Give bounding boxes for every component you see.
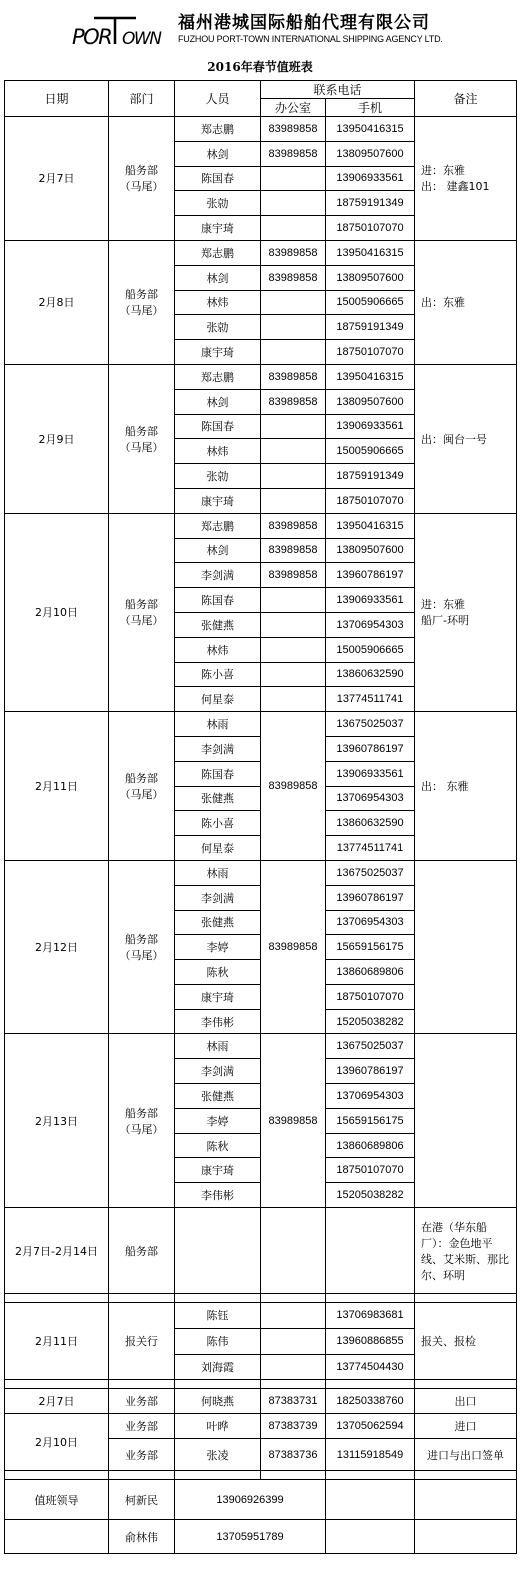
mobile-phone-cell: 13115918549: [326, 1439, 415, 1471]
mobile-phone-cell: 18250338760: [326, 1389, 415, 1414]
dept-cell: 船务部 （马尾）: [109, 117, 175, 241]
office-phone-cell: [261, 588, 326, 613]
empty-cell: [326, 1380, 415, 1389]
person-cell: 陈秋: [175, 960, 261, 985]
mobile-phone-cell: 13706954303: [326, 910, 415, 935]
person-cell: 陈小喜: [175, 662, 261, 687]
mobile-phone-cell: 18759191349: [326, 464, 415, 489]
person-cell: 李婷: [175, 935, 261, 960]
separator-row: [5, 1294, 517, 1303]
office-phone-cell: [261, 191, 326, 216]
office-phone-cell: 83989858: [261, 240, 326, 265]
leader-phone-cell: 13906926399: [175, 1480, 326, 1520]
office-phone-cell: [261, 612, 326, 637]
office-phone-cell: [261, 414, 326, 439]
svg-text:POR: POR: [72, 25, 112, 48]
table-row: [5, 712, 517, 737]
duty-roster-table: [4, 80, 517, 1554]
mobile-phone-cell: 13706954303: [326, 1084, 415, 1109]
empty-cell: [109, 1380, 175, 1389]
person-cell: 张健燕: [175, 910, 261, 935]
office-phone-cell: [261, 662, 326, 687]
mobile-phone-cell: 13960886855: [326, 1328, 415, 1354]
remark-cell: [415, 860, 517, 1034]
person-cell: 何晓燕: [175, 1389, 261, 1414]
date-cell: 2月10日: [5, 1414, 109, 1471]
person-cell: 陈国春: [175, 761, 261, 786]
empty-cell: [175, 1380, 261, 1389]
mobile-phone-cell: 15005906665: [326, 439, 415, 464]
mobile-phone-cell: 13860689806: [326, 1133, 415, 1158]
dept-cell: 船务部: [109, 1208, 175, 1294]
person-cell: 林剑: [175, 141, 261, 166]
remark-cell: 进：东雅 船厂-环明: [415, 513, 517, 711]
mobile-phone-cell: 13809507600: [326, 141, 415, 166]
dept-cell: 业务部: [109, 1414, 175, 1439]
date-cell: 2月11日: [5, 712, 109, 861]
date-cell: 2月12日: [5, 860, 109, 1034]
table-row: [5, 513, 517, 538]
person-cell: 郑志鹏: [175, 364, 261, 389]
person-cell: 康宇琦: [175, 984, 261, 1009]
empty-cell: [5, 1294, 109, 1303]
office-phone-cell: 87383739: [261, 1414, 326, 1439]
person-cell: 陈秋: [175, 1133, 261, 1158]
mobile-phone-cell: 13706954303: [326, 612, 415, 637]
remark-cell: 出：东雅: [415, 240, 517, 364]
mobile-phone-cell: 13860632590: [326, 811, 415, 836]
mobile-phone-cell: 13706954303: [326, 786, 415, 811]
office-phone-cell: [261, 687, 326, 712]
dept-cell: 船务部 （马尾）: [109, 364, 175, 513]
person-cell: 叶晔: [175, 1414, 261, 1439]
office-phone-cell: [261, 340, 326, 365]
office-phone-cell: 83989858: [261, 538, 326, 563]
office-phone-cell: 87383731: [261, 1389, 326, 1414]
person-cell: 李剑满: [175, 563, 261, 588]
empty-cell: [261, 1294, 326, 1303]
mobile-phone-cell: 13706983681: [326, 1303, 415, 1329]
leader-name-cell: 柯新民: [109, 1480, 175, 1520]
empty-cell: [415, 1294, 517, 1303]
dept-cell: 业务部: [109, 1389, 175, 1414]
person-cell: [175, 1208, 261, 1294]
table-row: [5, 364, 517, 389]
person-cell: 林剑: [175, 538, 261, 563]
mobile-phone-cell: [326, 1208, 415, 1294]
person-cell: 张勍: [175, 315, 261, 340]
person-cell: 林雨: [175, 860, 261, 885]
table-row: [5, 1034, 517, 1059]
mobile-phone-cell: 13960786197: [326, 563, 415, 588]
person-cell: 康宇琦: [175, 488, 261, 513]
mobile-phone-cell: 13809507600: [326, 538, 415, 563]
empty-cell: [326, 1294, 415, 1303]
person-cell: 陈钰: [175, 1303, 261, 1329]
dept-cell: 船务部 （马尾）: [109, 1034, 175, 1208]
mobile-phone-cell: 13906933561: [326, 588, 415, 613]
empty-cell: [326, 1480, 415, 1520]
empty-cell: [415, 1480, 517, 1520]
leader-label-cell: [5, 1520, 109, 1554]
empty-cell: [326, 1520, 415, 1554]
person-cell: 林剑: [175, 265, 261, 290]
person-cell: 李剑满: [175, 1059, 261, 1084]
header-row: [5, 81, 517, 99]
col-header-office: 办公室: [261, 99, 326, 117]
office-phone-cell: 83989858: [261, 265, 326, 290]
mobile-phone-cell: 13809507600: [326, 389, 415, 414]
mobile-phone-cell: 13774511741: [326, 836, 415, 861]
office-phone-cell: 83989858: [261, 389, 326, 414]
office-phone-cell: [261, 488, 326, 513]
page-title: 2016年春节值班表: [207, 60, 313, 74]
empty-cell: [415, 1380, 517, 1389]
person-cell: 陈小喜: [175, 811, 261, 836]
dept-cell: 船务部 （马尾）: [109, 513, 175, 711]
mobile-phone-cell: 13960786197: [326, 1059, 415, 1084]
person-cell: 李伟彬: [175, 1009, 261, 1034]
empty-cell: [109, 1294, 175, 1303]
mobile-phone-cell: 13675025037: [326, 1034, 415, 1059]
table-row: [5, 240, 517, 265]
leader-name-cell: 俞林伟: [109, 1520, 175, 1554]
mobile-phone-cell: 13950416315: [326, 240, 415, 265]
person-cell: 林雨: [175, 712, 261, 737]
date-cell: 2月9日: [5, 364, 109, 513]
person-cell: 何星泰: [175, 836, 261, 861]
leader-phone-cell: 13705951789: [175, 1520, 326, 1554]
separator-row: [5, 1380, 517, 1389]
remark-cell: 在港（华东船厂）：金色地平线、艾米斯、那比尔、环明: [415, 1208, 517, 1294]
person-cell: 陈国春: [175, 414, 261, 439]
mobile-phone-cell: 15205038282: [326, 1009, 415, 1034]
mobile-phone-cell: 13950416315: [326, 117, 415, 142]
mobile-phone-cell: 13809507600: [326, 265, 415, 290]
mobile-phone-cell: 18750107070: [326, 216, 415, 241]
date-cell: 2月7日: [5, 117, 109, 241]
remark-cell: [415, 1034, 517, 1208]
empty-cell: [415, 1471, 517, 1480]
person-cell: 林雨: [175, 1034, 261, 1059]
office-phone-cell: [261, 439, 326, 464]
mobile-phone-cell: 15659156175: [326, 1108, 415, 1133]
col-header-contact: 联系电话: [261, 81, 415, 99]
table-row: [5, 1208, 517, 1294]
dept-cell: 船务部 （马尾）: [109, 712, 175, 861]
col-header-date: 日期: [5, 81, 109, 117]
empty-cell: [415, 1520, 517, 1554]
person-cell: 张健燕: [175, 1084, 261, 1109]
remark-cell: 进：东雅 出： 建鑫101: [415, 117, 517, 241]
person-cell: 林炜: [175, 637, 261, 662]
remark-cell: 报关、报检: [415, 1303, 517, 1380]
remark-cell: 出：闽台一号: [415, 364, 517, 513]
empty-cell: [5, 1380, 109, 1389]
person-cell: 林炜: [175, 439, 261, 464]
table-row: [5, 1480, 517, 1520]
person-cell: 陈伟: [175, 1328, 261, 1354]
document-header: [0, 0, 520, 82]
remark-cell: 进口与出口签单: [415, 1439, 517, 1471]
dept-cell: 报关行: [109, 1303, 175, 1380]
col-header-dept: 部门: [109, 81, 175, 117]
office-phone-cell: 83989858: [261, 141, 326, 166]
table-row: [5, 117, 517, 142]
mobile-phone-cell: 18750107070: [326, 488, 415, 513]
leader-label-cell: 值班领导: [5, 1480, 109, 1520]
empty-cell: [326, 1471, 415, 1480]
date-cell: 2月11日: [5, 1303, 109, 1380]
mobile-phone-cell: 13906933561: [326, 761, 415, 786]
mobile-phone-cell: 13860689806: [326, 960, 415, 985]
separator-row: [5, 1471, 517, 1480]
date-cell: 2月7日-2月14日: [5, 1208, 109, 1294]
mobile-phone-cell: 13860632590: [326, 662, 415, 687]
date-cell: 2月7日: [5, 1389, 109, 1414]
mobile-phone-cell: 15005906665: [326, 290, 415, 315]
mobile-phone-cell: 15205038282: [326, 1183, 415, 1208]
empty-cell: [175, 1471, 261, 1480]
person-cell: 张健燕: [175, 612, 261, 637]
dept-cell: 船务部 （马尾）: [109, 240, 175, 364]
mobile-phone-cell: 18750107070: [326, 340, 415, 365]
mobile-phone-cell: 15659156175: [326, 935, 415, 960]
mobile-phone-cell: 13960786197: [326, 736, 415, 761]
mobile-phone-cell: 13675025037: [326, 712, 415, 737]
table-row: [5, 860, 517, 885]
company-name-cn: 福州港城国际船舶代理有限公司: [178, 13, 430, 33]
office-phone-cell: [261, 290, 326, 315]
person-cell: 李婷: [175, 1108, 261, 1133]
office-phone-cell: [261, 1354, 326, 1380]
company-logo: [72, 14, 172, 48]
office-phone-cell: 83989858: [261, 117, 326, 142]
person-cell: 李剑满: [175, 885, 261, 910]
remark-cell: 出口: [415, 1389, 517, 1414]
mobile-phone-cell: 13950416315: [326, 364, 415, 389]
mobile-phone-cell: 13705062594: [326, 1414, 415, 1439]
person-cell: 张凌: [175, 1439, 261, 1471]
office-phone-cell: [261, 315, 326, 340]
col-header-mobile: 手机: [326, 99, 415, 117]
office-phone-cell: 83989858: [261, 712, 326, 861]
person-cell: 何星泰: [175, 687, 261, 712]
office-phone-cell: 83989858: [261, 860, 326, 1034]
mobile-phone-cell: 18750107070: [326, 984, 415, 1009]
person-cell: 康宇琦: [175, 216, 261, 241]
col-header-remark: 备注: [415, 81, 517, 117]
office-phone-cell: [261, 464, 326, 489]
dept-cell: 业务部: [109, 1439, 175, 1471]
office-phone-cell: [261, 216, 326, 241]
table-row: [5, 1414, 517, 1439]
person-cell: 林炜: [175, 290, 261, 315]
office-phone-cell: [261, 637, 326, 662]
table-row: [5, 1303, 517, 1329]
mobile-phone-cell: 18750107070: [326, 1158, 415, 1183]
mobile-phone-cell: 18759191349: [326, 191, 415, 216]
person-cell: 林剑: [175, 389, 261, 414]
office-phone-cell: [261, 1328, 326, 1354]
date-cell: 2月8日: [5, 240, 109, 364]
person-cell: 陈国春: [175, 588, 261, 613]
person-cell: 张勍: [175, 191, 261, 216]
company-name-en: FUZHOU PORT-TOWN INTERNATIONAL SHIPPING AGENCY LTD.: [178, 34, 443, 44]
office-phone-cell: 83989858: [261, 364, 326, 389]
person-cell: 康宇琦: [175, 1158, 261, 1183]
date-cell: 2月10日: [5, 513, 109, 711]
office-phone-cell: [261, 166, 326, 191]
person-cell: 李剑满: [175, 736, 261, 761]
table-row: [5, 1389, 517, 1414]
person-cell: 刘海霞: [175, 1354, 261, 1380]
mobile-phone-cell: 13906933561: [326, 166, 415, 191]
mobile-phone-cell: 18759191349: [326, 315, 415, 340]
person-cell: 郑志鹏: [175, 240, 261, 265]
mobile-phone-cell: 15005906665: [326, 637, 415, 662]
person-cell: 张勍: [175, 464, 261, 489]
remark-cell: 进口: [415, 1414, 517, 1439]
office-phone-cell: 87383736: [261, 1439, 326, 1471]
date-cell: 2月13日: [5, 1034, 109, 1208]
person-cell: 郑志鹏: [175, 117, 261, 142]
dept-cell: 船务部 （马尾）: [109, 860, 175, 1034]
empty-cell: [261, 1380, 326, 1389]
empty-cell: [261, 1471, 326, 1480]
office-phone-cell: 83989858: [261, 563, 326, 588]
svg-text:OWN: OWN: [122, 29, 161, 48]
table-row: [5, 1520, 517, 1554]
mobile-phone-cell: 13675025037: [326, 860, 415, 885]
person-cell: 郑志鹏: [175, 513, 261, 538]
remark-cell: 出： 东雅: [415, 712, 517, 861]
empty-cell: [175, 1294, 261, 1303]
empty-cell: [109, 1471, 175, 1480]
office-phone-cell: 83989858: [261, 1034, 326, 1208]
office-phone-cell: [261, 1208, 326, 1294]
mobile-phone-cell: 13774504430: [326, 1354, 415, 1380]
office-phone-cell: [261, 1303, 326, 1329]
person-cell: 张健燕: [175, 786, 261, 811]
mobile-phone-cell: 13950416315: [326, 513, 415, 538]
mobile-phone-cell: 13774511741: [326, 687, 415, 712]
office-phone-cell: 83989858: [261, 513, 326, 538]
empty-cell: [5, 1471, 109, 1480]
person-cell: 康宇琦: [175, 340, 261, 365]
person-cell: 陈国春: [175, 166, 261, 191]
mobile-phone-cell: 13960786197: [326, 885, 415, 910]
mobile-phone-cell: 13906933561: [326, 414, 415, 439]
person-cell: 李伟彬: [175, 1183, 261, 1208]
col-header-person: 人员: [175, 81, 261, 117]
